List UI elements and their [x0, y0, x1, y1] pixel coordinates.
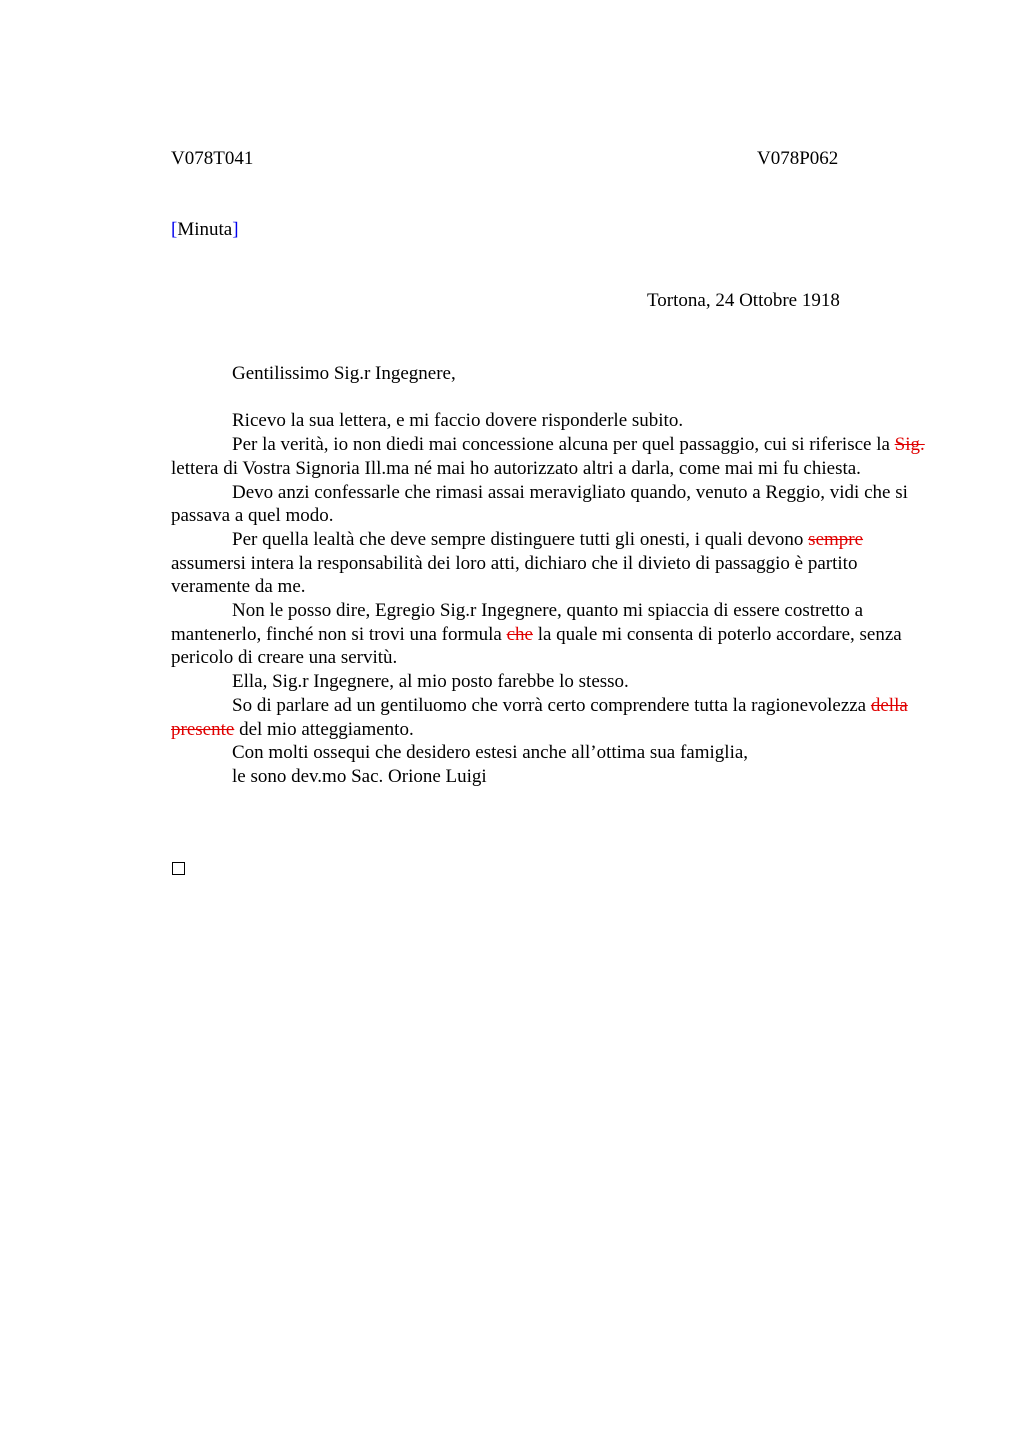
paragraph-5: [171, 599, 931, 670]
paragraph-4-text-a: Per quella lealtà che deve sempre distinguere tutti gli onesti, i quali devono: [232, 528, 809, 550]
paragraph-4: [171, 528, 931, 599]
deleted-word: presente: [171, 718, 235, 740]
letter-body: [171, 362, 931, 789]
deleted-word: sempre: [808, 528, 864, 550]
greeting: Gentilissimo Sig.r Ingegnere,: [232, 363, 456, 384]
paragraph-2: [171, 433, 931, 480]
deleted-word: Sig.: [894, 434, 925, 456]
paragraph-4-text-b: assumersi intera la responsabilità dei loro atti, dichiaro che il divieto di passaggio è partito veramente da me.: [171, 552, 858, 598]
paragraph-8: Con molti ossequi che desidero estesi anche all’ottima sua famiglia,: [232, 742, 749, 764]
minuta-label: [171, 219, 239, 241]
paragraph-2-text-b: lettera di Vostra Signoria Ill.ma né mai ho autorizzato altri a darla, come mai mi fu chiesta.: [171, 457, 861, 479]
document-code-left: V078T041: [171, 148, 254, 169]
paragraph-1: Ricevo la sua lettera, e mi faccio dovere risponderle subito.: [232, 410, 684, 432]
paragraph-2-text-a: Per la verità, io non diedi mai concessione alcuna per quel passaggio, cui si riferisce la: [232, 434, 895, 456]
bracket-close: ]: [232, 219, 239, 240]
date-line: Tortona, 24 Ottobre 1918: [647, 290, 840, 311]
document-code-right: V078P062: [757, 148, 839, 169]
paragraph-3: Devo anzi confessarle che rimasi assai meravigliato quando, venuto a Reggio, vidi che si passava a quel modo.: [171, 481, 908, 527]
bracket-open: [: [171, 219, 178, 240]
deleted-word: della: [870, 694, 908, 716]
paragraph-5-text-a: Non le posso dire, Egregio Sig.r Ingegnere, quanto mi spiaccia di essere costretto a mantenerlo, finché non si trovi una formula: [171, 600, 864, 645]
closing-signature: le sono dev.mo Sac. Orione Luigi: [232, 765, 487, 787]
paragraph-7-text-b: del mio atteggiamento.: [234, 718, 414, 740]
paragraph-5-text-b: la quale mi consenta di poterlo accordare, senza pericolo di creare una servitù.: [171, 623, 902, 669]
paragraph-6: Ella, Sig.r Ingegnere, al mio posto farebbe lo stesso.: [232, 671, 629, 693]
paragraph-7: [171, 694, 931, 741]
minuta-text: Minuta: [177, 219, 233, 240]
end-square-icon: [172, 862, 185, 875]
paragraph-7-text-a: So di parlare ad un gentiluomo che vorrà certo comprendere tutta la ragionevolezza: [232, 694, 871, 716]
deleted-word: che: [506, 623, 533, 645]
